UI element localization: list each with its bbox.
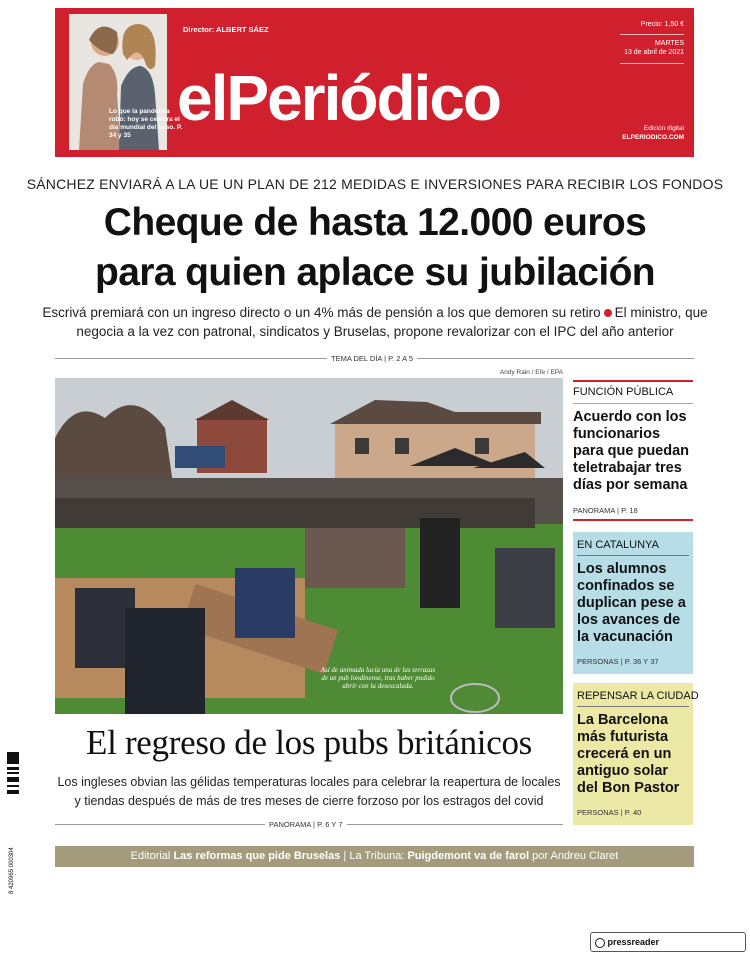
lead-headline[interactable] [40,198,710,298]
editorial-title[interactable]: Las reformas que pide Bruselas [173,850,341,862]
digital-edition [622,124,684,142]
sidebar-tag-funcion-publica: FUNCIÓN PÚBLICA [573,386,674,398]
edition-label: Edición digital [643,125,684,132]
sidebar-ref-catalunya: PERSONAS | P. 36 Y 37 [577,657,659,666]
barcode [5,752,23,894]
barcode-number: 8 420965 000304 [9,847,15,894]
subhead-part-2: El ministro, que negocia a la vez con patronal, sindicatos y Bruselas, propone revalorizar con el IPC del año anterior [76,305,708,339]
sidebar-tag-barcelona: REPENSAR LA CIUDAD [577,690,699,702]
sidebar-rule [577,555,689,556]
pubs-text: Los ingleses obvian las gélidas temperaturas locales para celebrar la reapertura de locales y tiendas después de más de tres meses de cierre forzoso por los estragos del covid [57,775,561,808]
weekday: MARTES [654,40,684,47]
sidebar-divider [573,380,693,382]
pressreader-badge[interactable] [590,932,746,952]
photo-caption: Así de animada lucía una de las terrazas de un pub londinense, tras haber podido abrir con la desescalada. [320,666,436,690]
lead-kicker: SÁNCHEZ ENVIARÁ A LA UE UN PLAN DE 212 MEDIDAS E INVERSIONES PARA RECIBIR LOS FONDOS [26,176,724,192]
pressreader-icon [595,938,605,948]
editorial-label: Editorial [130,850,171,862]
subhead-part-1: Escrivá premiará con un ingreso directo o un 4% más de pensión a los que demoren su retiro [42,305,601,320]
date: 13 de abril de 2021 [624,49,684,56]
sidebar-rule [573,403,693,404]
sidebar-ref-barcelona: PERSONAS | P. 40 [577,808,642,817]
sidebar-headline-catalunya[interactable]: Los alumnos confinados se duplican pese a los avances de la vacunación [577,561,686,645]
pubs-headline[interactable]: El regreso de los pubs británicos [86,723,532,762]
band-separator: | [343,850,347,862]
sidebar-tag-catalunya: EN CATALUNYA [577,539,659,551]
sidebar-divider [573,519,693,521]
tribuna-author: por Andreu Claret [532,850,619,862]
pubs-ref: PANORAMA | P. 6 Y 7 [265,820,347,829]
pressreader-label: pressreader [607,937,660,947]
edition-url[interactable]: ELPERIODICO.COM [622,134,684,141]
tribuna-label: La Tribuna: [349,850,405,862]
opinion-band[interactable] [55,846,694,867]
sidebar-rule [577,706,689,707]
sidebar-headline-funcion-publica[interactable]: Acuerdo con los funcionarios para que puedan teletrabajar tres días por semana [573,409,690,493]
pub-photo[interactable] [55,378,563,714]
sidebar-headline-barcelona[interactable]: La Barcelona más futurista crecerá en un antiguo solar del Bon Pastor [577,712,680,796]
masthead [55,8,694,157]
bullet-dot-icon [604,309,612,317]
issue-date [624,39,684,57]
director-credit: Director: ALBERT SÁEZ [183,25,269,34]
lead-subhead [40,303,710,341]
price: Precio: 1,50 € [640,21,684,28]
headline-line-1: Cheque de hasta 12.000 euros [103,201,647,244]
photo-credit: Andy Rain / Efe / EPA [499,369,563,376]
sidebar-ref-funcion-publica: PANORAMA | P. 18 [573,506,638,515]
newspaper-logo[interactable]: elPeriódico [177,62,500,134]
cover-caption: Lo que la pandemia robó: hoy se celebra el día mundial del beso. P. 34 y 35 [109,108,183,139]
headline-line-2: para quien aplace su jubilación [94,251,656,294]
lead-section-ref: TEMA DEL DÍA | P. 2 A 5 [327,354,417,363]
tribuna-title[interactable]: Puigdemont va de farol [407,850,530,862]
